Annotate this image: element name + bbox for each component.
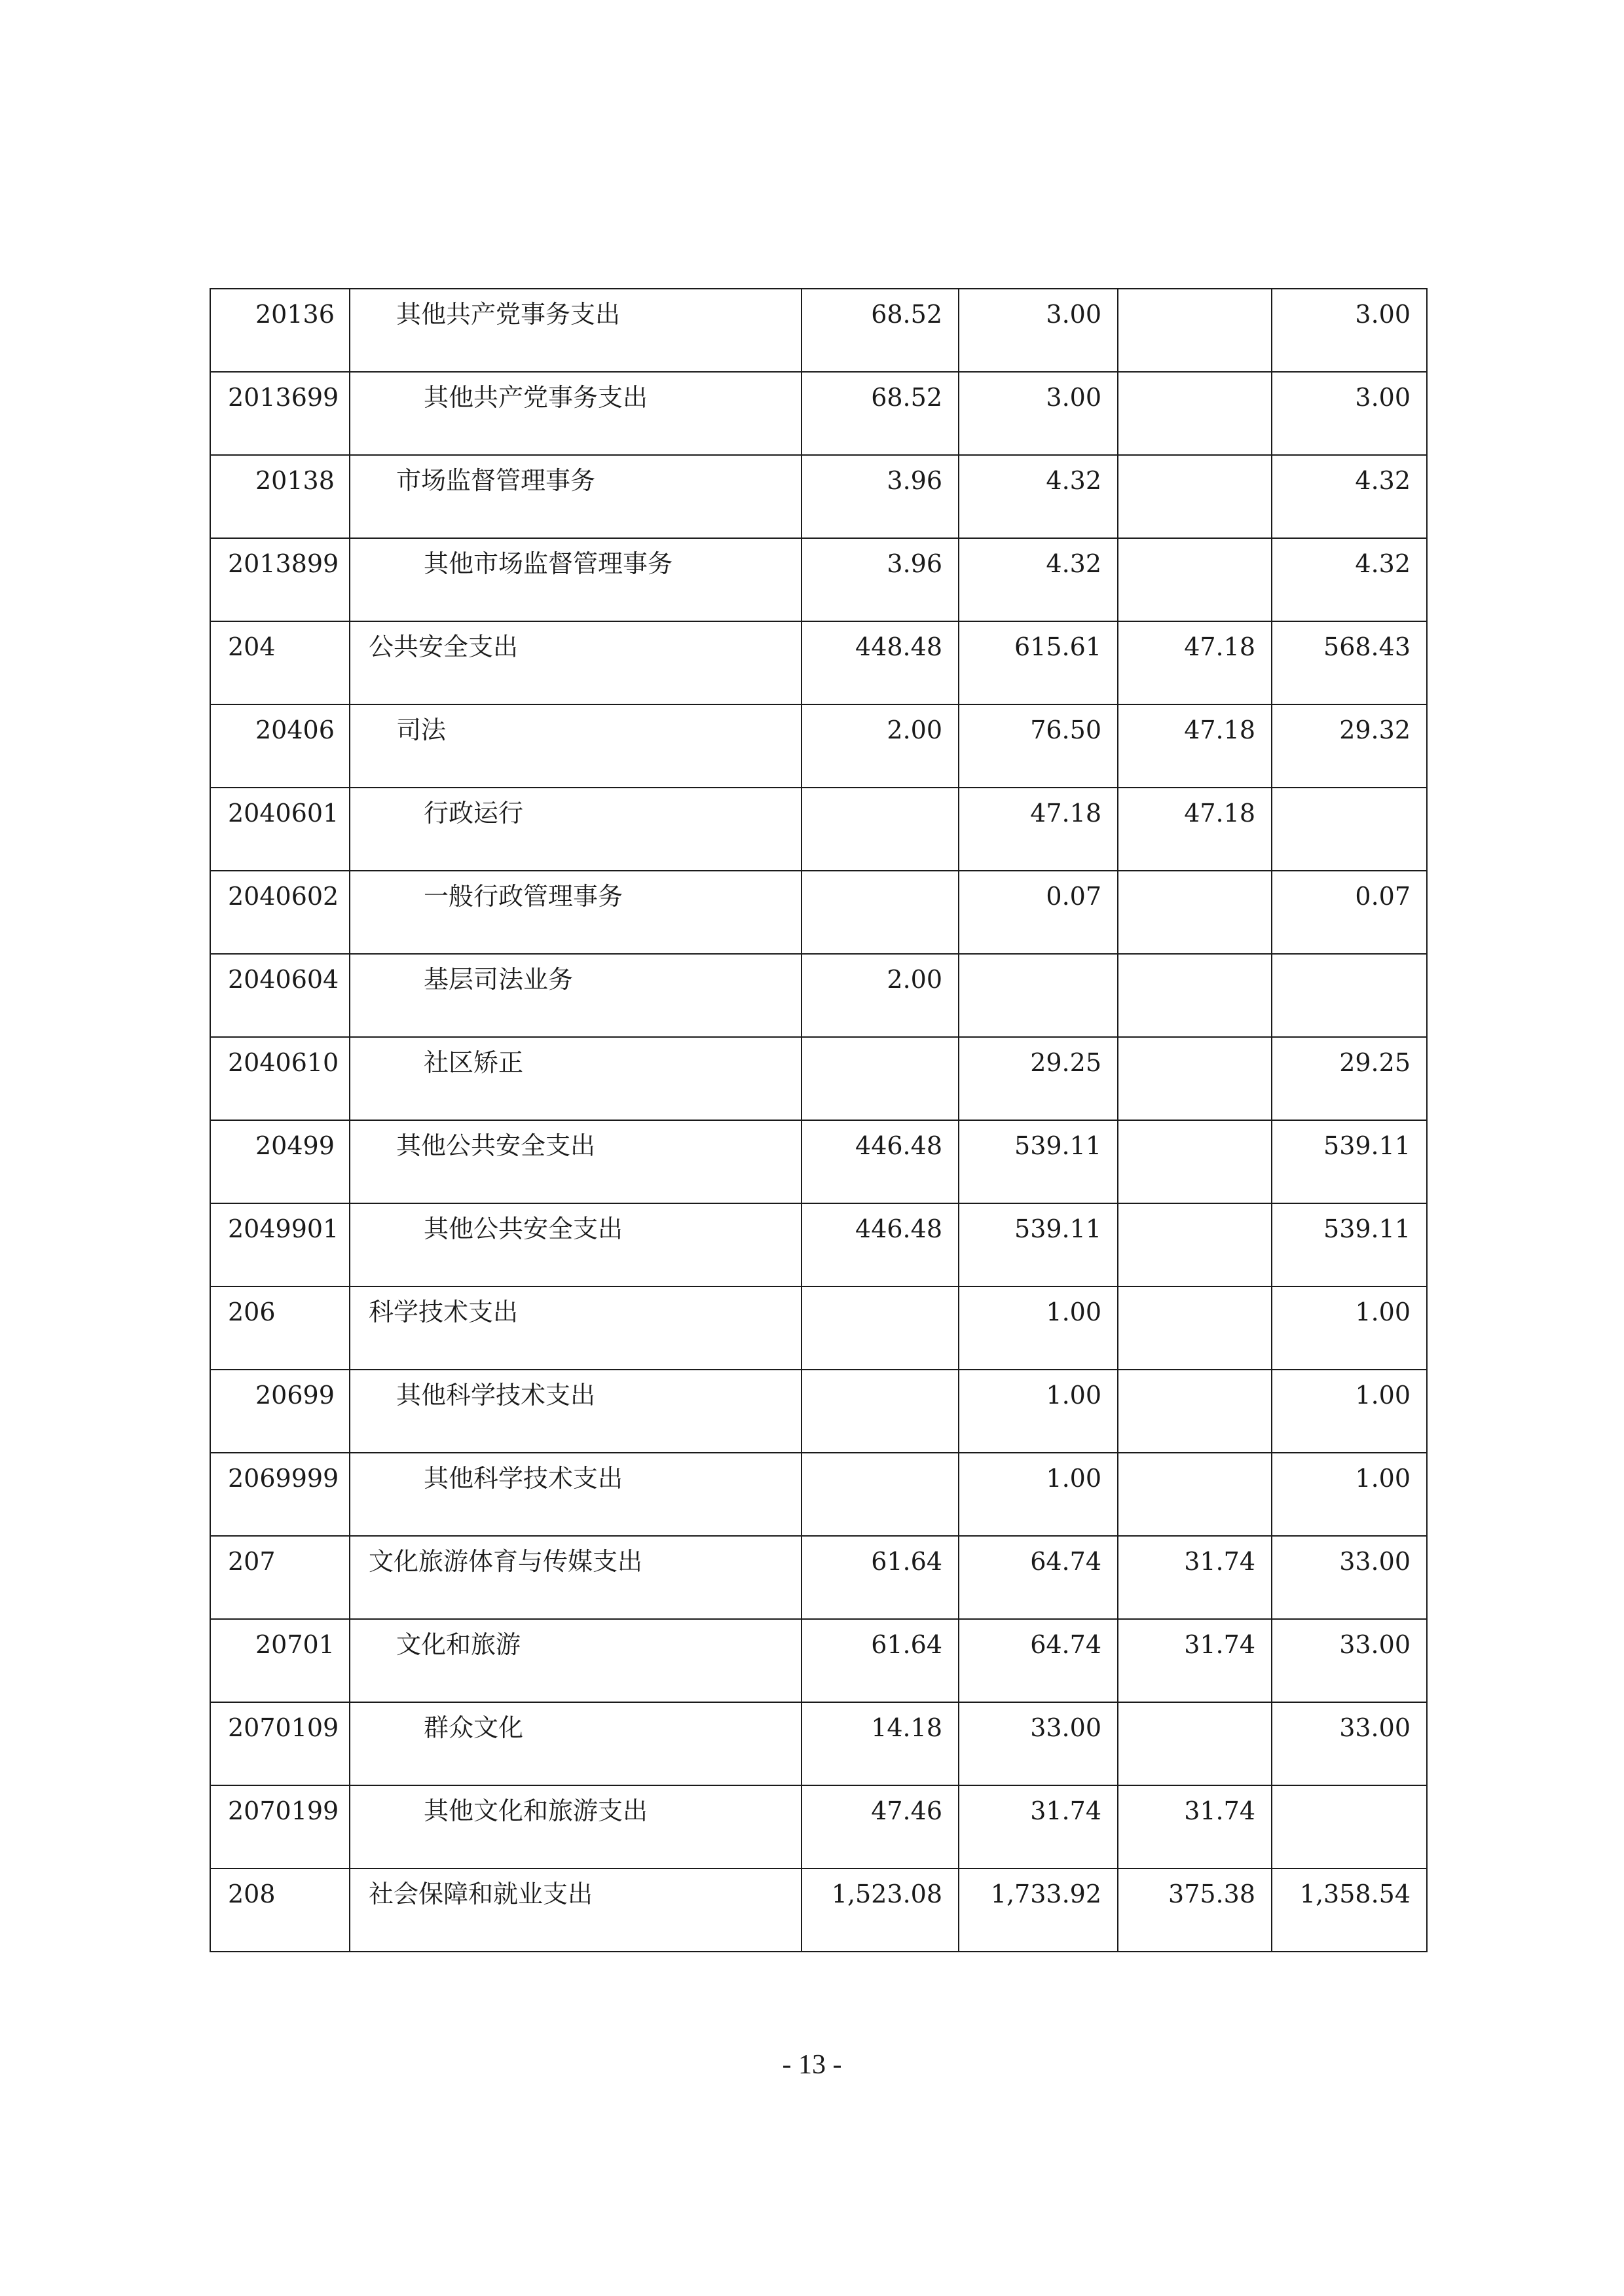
amount-cell-col3: 375.38 (1118, 1868, 1272, 1952)
subject-name-cell: 社区矫正 (350, 1037, 802, 1120)
table-row (210, 1619, 1427, 1702)
table-row (210, 1536, 1427, 1619)
amount-cell-col2: 64.74 (959, 1536, 1118, 1619)
amount-cell-col2: 1.00 (959, 1453, 1118, 1536)
table-row (210, 1037, 1427, 1120)
amount-cell-col3: 47.18 (1118, 704, 1272, 788)
amount-cell-col1: 14.18 (802, 1702, 959, 1785)
subject-name-cell: 其他文化和旅游支出 (350, 1785, 802, 1868)
subject-name-cell: 基层司法业务 (350, 954, 802, 1037)
table-row (210, 1370, 1427, 1453)
subject-name-cell: 其他科学技术支出 (350, 1453, 802, 1536)
subject-code-cell: 20136 (210, 289, 350, 372)
amount-cell-col3: 47.18 (1118, 621, 1272, 704)
subject-code-cell: 20499 (210, 1120, 350, 1203)
amount-cell-col3 (1118, 1120, 1272, 1203)
amount-cell-col2: 615.61 (959, 621, 1118, 704)
subject-name-cell: 市场监督管理事务 (350, 455, 802, 538)
amount-cell-col2: 33.00 (959, 1702, 1118, 1785)
amount-cell-col2: 539.11 (959, 1120, 1118, 1203)
subject-name-cell: 其他共产党事务支出 (350, 372, 802, 455)
amount-cell-col4: 4.32 (1272, 538, 1427, 621)
amount-cell-col2: 4.32 (959, 455, 1118, 538)
amount-cell-col3: 47.18 (1118, 788, 1272, 871)
amount-cell-col4: 1.00 (1272, 1286, 1427, 1370)
subject-name-cell: 其他市场监督管理事务 (350, 538, 802, 621)
amount-cell-col1: 446.48 (802, 1120, 959, 1203)
amount-cell-col1: 3.96 (802, 455, 959, 538)
subject-code-cell: 2013699 (210, 372, 350, 455)
amount-cell-col1 (802, 1453, 959, 1536)
amount-cell-col3 (1118, 538, 1272, 621)
subject-name-cell: 社会保障和就业支出 (350, 1868, 802, 1952)
subject-code-cell: 204 (210, 621, 350, 704)
amount-cell-col3: 31.74 (1118, 1619, 1272, 1702)
amount-cell-col4: 539.11 (1272, 1203, 1427, 1286)
amount-cell-col2: 1.00 (959, 1286, 1118, 1370)
amount-cell-col2: 64.74 (959, 1619, 1118, 1702)
amount-cell-col1: 2.00 (802, 954, 959, 1037)
subject-code-cell: 208 (210, 1868, 350, 1952)
amount-cell-col4: 1.00 (1272, 1453, 1427, 1536)
amount-cell-col3 (1118, 871, 1272, 954)
amount-cell-col2: 31.74 (959, 1785, 1118, 1868)
table-row (210, 871, 1427, 954)
amount-cell-col1 (802, 788, 959, 871)
subject-code-cell: 2013899 (210, 538, 350, 621)
amount-cell-col4: 33.00 (1272, 1619, 1427, 1702)
subject-name-cell: 行政运行 (350, 788, 802, 871)
table-row (210, 1453, 1427, 1536)
table-row (210, 1120, 1427, 1203)
amount-cell-col1: 446.48 (802, 1203, 959, 1286)
subject-code-cell: 2040604 (210, 954, 350, 1037)
amount-cell-col4 (1272, 954, 1427, 1037)
amount-cell-col4: 0.07 (1272, 871, 1427, 954)
amount-cell-col1: 47.46 (802, 1785, 959, 1868)
amount-cell-col3 (1118, 1037, 1272, 1120)
amount-cell-col4: 4.32 (1272, 455, 1427, 538)
subject-code-cell: 2070109 (210, 1702, 350, 1785)
amount-cell-col4: 568.43 (1272, 621, 1427, 704)
subject-code-cell: 2070199 (210, 1785, 350, 1868)
amount-cell-col2 (959, 954, 1118, 1037)
budget-table (210, 288, 1428, 1952)
subject-code-cell: 20138 (210, 455, 350, 538)
amount-cell-col1: 61.64 (802, 1536, 959, 1619)
amount-cell-col4: 33.00 (1272, 1702, 1427, 1785)
amount-cell-col2: 29.25 (959, 1037, 1118, 1120)
subject-name-cell: 公共安全支出 (350, 621, 802, 704)
amount-cell-col2: 1,733.92 (959, 1868, 1118, 1952)
subject-name-cell: 其他公共安全支出 (350, 1203, 802, 1286)
amount-cell-col2: 3.00 (959, 372, 1118, 455)
subject-name-cell: 其他共产党事务支出 (350, 289, 802, 372)
subject-code-cell: 207 (210, 1536, 350, 1619)
amount-cell-col4: 539.11 (1272, 1120, 1427, 1203)
amount-cell-col3 (1118, 1370, 1272, 1453)
amount-cell-col2: 47.18 (959, 788, 1118, 871)
subject-code-cell: 20699 (210, 1370, 350, 1453)
amount-cell-col1: 3.96 (802, 538, 959, 621)
amount-cell-col4: 1.00 (1272, 1370, 1427, 1453)
table-row (210, 954, 1427, 1037)
table-row (210, 289, 1427, 372)
amount-cell-col3 (1118, 455, 1272, 538)
table-row (210, 788, 1427, 871)
subject-code-cell: 2040610 (210, 1037, 350, 1120)
amount-cell-col4: 1,358.54 (1272, 1868, 1427, 1952)
amount-cell-col4: 3.00 (1272, 372, 1427, 455)
amount-cell-col3: 31.74 (1118, 1536, 1272, 1619)
subject-name-cell: 其他科学技术支出 (350, 1370, 802, 1453)
amount-cell-col3 (1118, 1453, 1272, 1536)
amount-cell-col3 (1118, 954, 1272, 1037)
amount-cell-col1 (802, 1037, 959, 1120)
amount-cell-col4 (1272, 1785, 1427, 1868)
amount-cell-col4: 29.25 (1272, 1037, 1427, 1120)
amount-cell-col4: 3.00 (1272, 289, 1427, 372)
subject-code-cell: 20406 (210, 704, 350, 788)
amount-cell-col1: 2.00 (802, 704, 959, 788)
amount-cell-col1 (802, 1370, 959, 1453)
table-row (210, 372, 1427, 455)
amount-cell-col3 (1118, 1702, 1272, 1785)
amount-cell-col3 (1118, 372, 1272, 455)
subject-name-cell: 文化和旅游 (350, 1619, 802, 1702)
subject-name-cell: 文化旅游体育与传媒支出 (350, 1536, 802, 1619)
table-row (210, 1868, 1427, 1952)
subject-code-cell: 206 (210, 1286, 350, 1370)
amount-cell-col2: 0.07 (959, 871, 1118, 954)
amount-cell-col2: 4.32 (959, 538, 1118, 621)
amount-cell-col1: 61.64 (802, 1619, 959, 1702)
table-row (210, 1286, 1427, 1370)
amount-cell-col2: 3.00 (959, 289, 1118, 372)
amount-cell-col4: 33.00 (1272, 1536, 1427, 1619)
table-row (210, 455, 1427, 538)
amount-cell-col1 (802, 871, 959, 954)
table-row (210, 1702, 1427, 1785)
table-row (210, 538, 1427, 621)
table-row (210, 621, 1427, 704)
amount-cell-col3: 31.74 (1118, 1785, 1272, 1868)
page-number: - 13 - (782, 2050, 842, 2080)
subject-name-cell: 司法 (350, 704, 802, 788)
amount-cell-col1: 68.52 (802, 372, 959, 455)
amount-cell-col4 (1272, 788, 1427, 871)
amount-cell-col2: 1.00 (959, 1370, 1118, 1453)
table-body (210, 289, 1427, 1952)
table-row (210, 704, 1427, 788)
subject-name-cell: 一般行政管理事务 (350, 871, 802, 954)
amount-cell-col2: 539.11 (959, 1203, 1118, 1286)
subject-code-cell: 2049901 (210, 1203, 350, 1286)
amount-cell-col1 (802, 1286, 959, 1370)
subject-name-cell: 群众文化 (350, 1702, 802, 1785)
amount-cell-col3 (1118, 289, 1272, 372)
amount-cell-col3 (1118, 1203, 1272, 1286)
amount-cell-col1: 68.52 (802, 289, 959, 372)
subject-name-cell: 科学技术支出 (350, 1286, 802, 1370)
amount-cell-col1: 1,523.08 (802, 1868, 959, 1952)
amount-cell-col3 (1118, 1286, 1272, 1370)
table-row (210, 1203, 1427, 1286)
subject-code-cell: 2040601 (210, 788, 350, 871)
subject-name-cell: 其他公共安全支出 (350, 1120, 802, 1203)
amount-cell-col1: 448.48 (802, 621, 959, 704)
subject-code-cell: 2069999 (210, 1453, 350, 1536)
amount-cell-col4: 29.32 (1272, 704, 1427, 788)
subject-code-cell: 20701 (210, 1619, 350, 1702)
amount-cell-col2: 76.50 (959, 704, 1118, 788)
table-row (210, 1785, 1427, 1868)
subject-code-cell: 2040602 (210, 871, 350, 954)
